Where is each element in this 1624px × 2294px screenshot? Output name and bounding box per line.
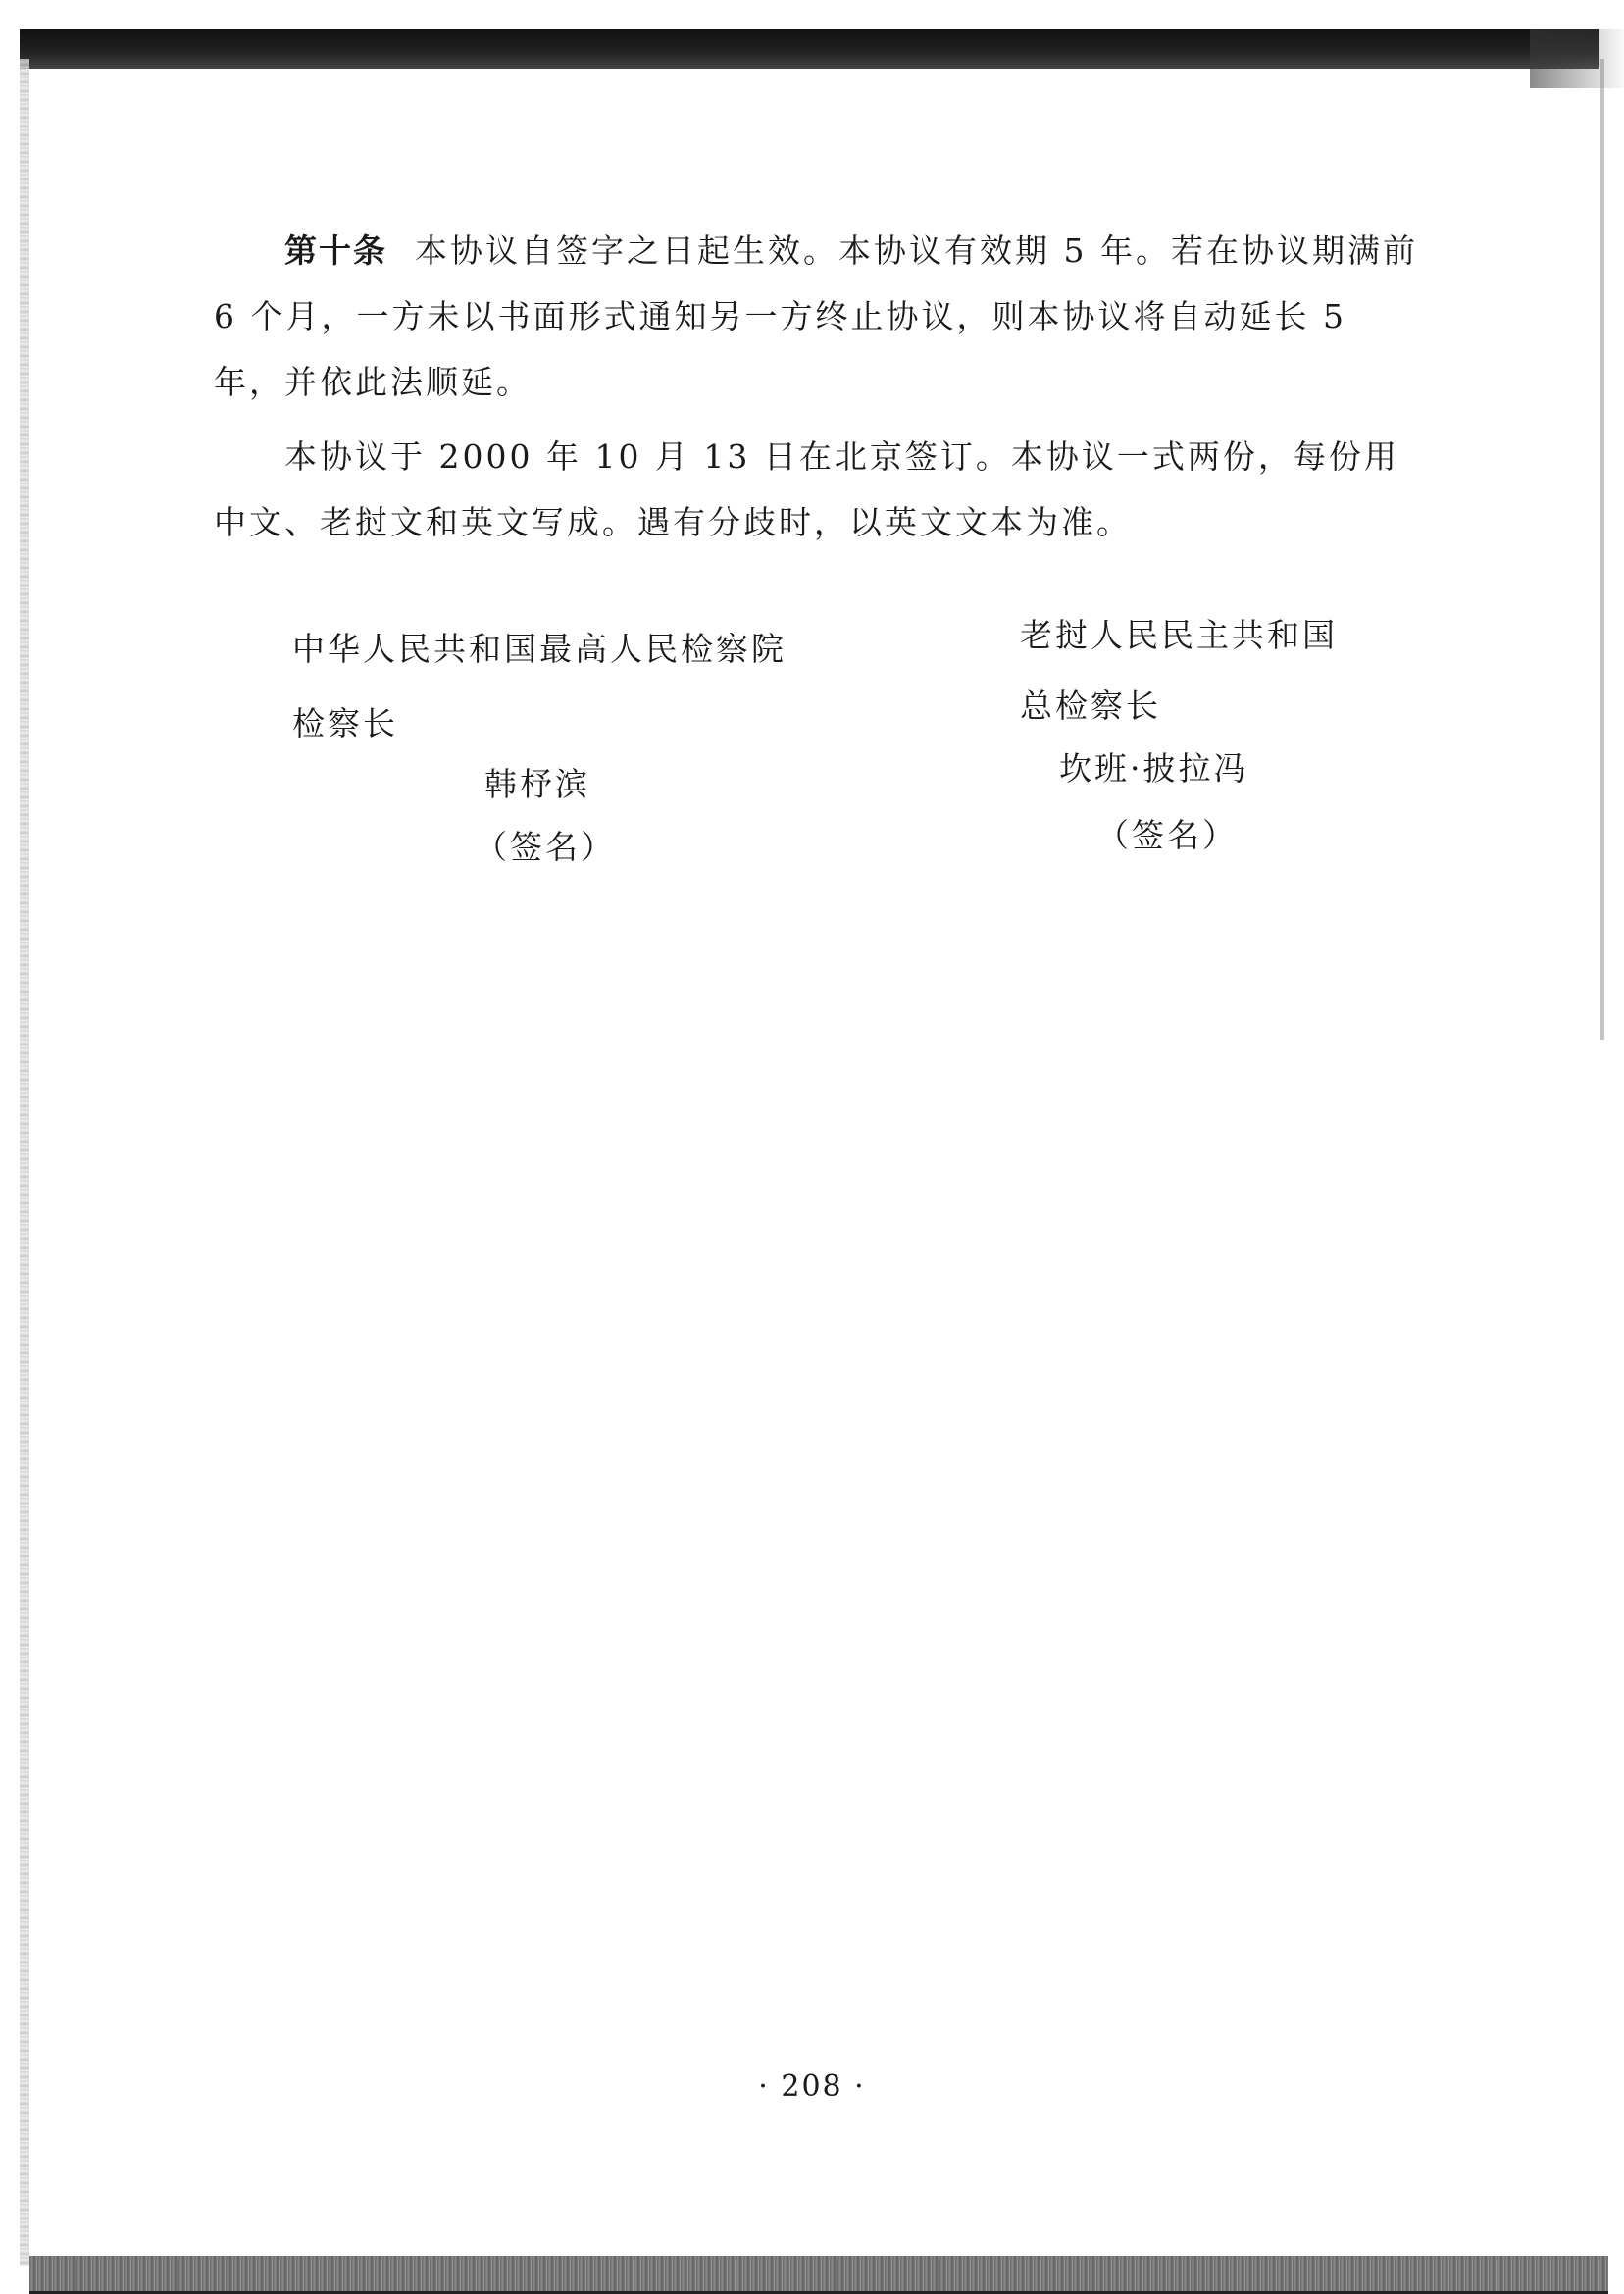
closing-paragraph — [214, 424, 1430, 555]
left-signatory-name: 韩杼滨 — [484, 765, 590, 803]
scan-border-left — [20, 59, 29, 2266]
left-signature-note: （签名） — [475, 828, 616, 866]
right-signature-note: （签名） — [1096, 816, 1238, 854]
right-signatory-title: 总检察长 — [1020, 687, 1161, 725]
scan-border-top-fade — [1530, 29, 1624, 88]
article-label: 第十条 — [284, 231, 387, 270]
scan-border-bottom — [29, 2256, 1608, 2291]
scan-border-top — [20, 29, 1599, 69]
page-number: · 208 · — [758, 2069, 866, 2104]
article-text: 本协议自签字之日起生效。本协议有效期 5 年。若在协议期满前 6 个月，一方未以书面形式通知另一方终止协议，则本协议将自动延长 5 年，并依此法顺延。 — [214, 231, 1418, 401]
right-signatory-organization: 老挝人民民主共和国 — [1020, 616, 1338, 654]
left-signatory-organization: 中华人民共和国最高人民检察院 — [292, 630, 787, 668]
right-signatory-name: 坎班·披拉冯 — [1059, 749, 1249, 788]
closing-text: 本协议于 2000 年 10 月 13 日在北京签订。本协议一式两份，每份用中文、老挝文和英文写成。遇有分歧时，以英文文本为准。 — [214, 437, 1399, 541]
left-signatory-title: 检察长 — [292, 704, 398, 742]
article-paragraph — [214, 218, 1430, 415]
scan-border-right — [1600, 59, 1604, 1040]
